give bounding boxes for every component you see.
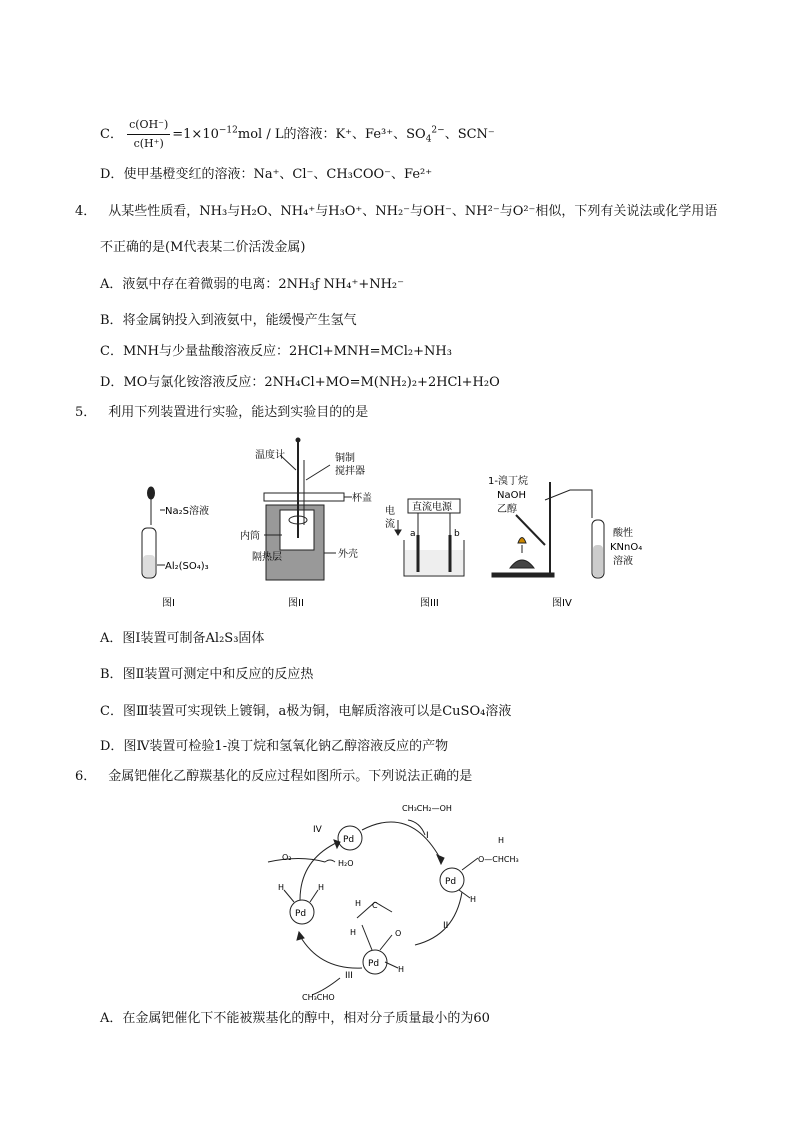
fig4-caption: 图IV xyxy=(552,598,572,609)
h-label-center-top: H xyxy=(355,899,362,908)
h-label-center: H xyxy=(350,928,357,937)
oxygen-atom-label: O xyxy=(395,929,402,938)
option-text-tail: 、SCN⁻ xyxy=(444,127,495,142)
option-text: 使甲基橙变红的溶液：Na⁺、Cl⁻、CH₃COO⁻、Fe²⁺ xyxy=(123,167,433,182)
pd-label-right: Pd xyxy=(445,877,457,887)
q5-option-a xyxy=(100,630,264,648)
arrow-step-3 xyxy=(300,936,362,968)
question-number: 6． xyxy=(75,769,97,784)
question-text: 从某些性质看，NH₃与H₂O、NH₄⁺与H₃O⁺、NH₂⁻与OH⁻、NH²⁻与O²⁻相似，下列有关说法或化学用语 xyxy=(108,204,718,219)
delivery-tube xyxy=(545,490,592,518)
step-3-label: III xyxy=(345,971,353,981)
fig2-stirrer-label-2: 搅拌器 xyxy=(335,466,365,477)
option-text: 图Ⅳ装置可检验1-溴丁烷和氢氧化钠乙醇溶液反应的产物 xyxy=(123,739,449,754)
q4-stem-line2: 不正确的是(M代表某二价活泼金属) xyxy=(100,240,306,255)
fig4-reagent-1: 1-溴丁烷 xyxy=(488,476,528,487)
option-text: 图Ⅲ装置可实现铁上镀铜，a极为铜，电解质溶液可以是CuSO₄溶液 xyxy=(122,704,512,719)
h-label-bottom: H xyxy=(398,965,405,974)
alcohol-lamp xyxy=(510,560,534,568)
fig2-insulation-label: 隔热层 xyxy=(252,552,282,563)
q6-stem xyxy=(75,768,472,786)
question-number: 5． xyxy=(75,405,97,420)
option-text: 在金属钯催化下不能被羰基化的醇中，相对分子质量最小的为60 xyxy=(122,1011,490,1026)
h-label-right: H xyxy=(470,895,477,904)
option-label: A． xyxy=(100,1011,123,1026)
option-label: A． xyxy=(100,631,123,646)
fig2-stirrer-label-1: 铜制 xyxy=(335,453,355,464)
option-text: 液氨中存在着微弱的电离：2NH₃ƒ NH₄⁺+NH₂⁻ xyxy=(122,277,404,292)
question-number: 4． xyxy=(75,204,97,219)
ethanol-label: CH₃CH₂—OH xyxy=(402,804,452,813)
fig3-current-label-1: 电 xyxy=(385,506,395,517)
option-text: 图Ⅰ装置可制备Al₂S₃固体 xyxy=(122,631,265,646)
h-label-left-2: H xyxy=(318,883,325,892)
ratio-exponent: −12 xyxy=(218,125,238,136)
fig3-current-label-2: 流 xyxy=(385,519,395,530)
oxygen-label: O₂ xyxy=(282,853,292,862)
pd-label-bottom: Pd xyxy=(368,959,380,969)
fig2-lid-label: 杯盖 xyxy=(352,493,372,504)
sulfate-subscript: 4 xyxy=(425,134,432,145)
option-text: 将金属钠投入到液氨中，能缓慢产生氢气 xyxy=(122,313,357,328)
pd-label-left: Pd xyxy=(295,909,307,919)
option-label: B． xyxy=(100,667,123,682)
step-1-label: I xyxy=(426,831,429,841)
option-label: D． xyxy=(100,375,124,390)
fig3-power-label: 直流电源 xyxy=(412,502,452,513)
option-label: D． xyxy=(100,739,124,754)
fraction-numerator: c(OH⁻) xyxy=(127,116,170,135)
stand-base xyxy=(492,573,554,577)
question-text: 利用下列装置进行实验，能达到实验目的的是 xyxy=(108,405,369,420)
alkoxy-label: O—CHCH₃ xyxy=(478,855,519,864)
h-label-alkoxy: H xyxy=(498,836,505,845)
option-label: C． xyxy=(100,704,123,719)
fig2-caption: 图II xyxy=(288,598,304,609)
fig4-solution-label: 溶液 xyxy=(613,556,633,567)
option-label: C． xyxy=(100,127,123,142)
water-label: H₂O xyxy=(338,859,354,868)
fig2-inner-label: 内筒 xyxy=(240,531,260,542)
fig4-reagent-3: 乙醇 xyxy=(497,504,517,515)
figure-1 xyxy=(142,487,165,578)
q5-option-d xyxy=(100,738,448,756)
q5-option-c xyxy=(100,703,511,721)
option-text: MO与氯化铵溶液反应：2NH₄Cl+MO=M(NH₂)₂+2HCl+H₂O xyxy=(123,375,500,390)
fraction-denominator: c(H⁺) xyxy=(133,137,164,150)
sulfate-charge: 2− xyxy=(431,125,445,136)
h-label-left-1: H xyxy=(278,883,285,892)
fig4-reagent-2: NaOH xyxy=(497,490,526,501)
fig3-caption: 图III xyxy=(420,598,439,609)
pd-label-top: Pd xyxy=(343,835,355,845)
fig1-reagent-2: Al₂(SO₄)₃ xyxy=(165,561,209,572)
arrow-step-2 xyxy=(415,892,462,945)
option-text: mol / L的溶液：K⁺、Fe³⁺、SO xyxy=(237,127,426,142)
fig3-electrode-a: a xyxy=(410,529,416,539)
fig1-caption: 图I xyxy=(162,598,175,609)
acetaldehyde-label: CH₃CHO xyxy=(302,993,335,1002)
option-text: MNH与少量盐酸溶液反应：2HCl+MNH=MCl₂+NH₃ xyxy=(122,344,452,359)
q6-option-a xyxy=(100,1010,490,1028)
fig3-electrode-b: b xyxy=(454,529,460,539)
step-4-label: IV xyxy=(313,825,322,835)
option-label: D． xyxy=(100,167,124,182)
fig2-shell-label: 外壳 xyxy=(338,549,358,560)
ratio-value: =1×10 xyxy=(172,127,219,142)
carbon-label: C xyxy=(372,901,378,910)
option-label: B． xyxy=(100,313,123,328)
option-label: C． xyxy=(100,344,123,359)
fig2-thermometer-label: 温度计 xyxy=(255,450,285,461)
option-text: 图Ⅱ装置可测定中和反应的反应热 xyxy=(122,667,314,682)
step-2-label: II xyxy=(443,921,449,931)
fig4-kmno4-label: KNnO₄ xyxy=(610,542,643,553)
dropper-bulb xyxy=(148,487,155,499)
fig1-reagent-1: Na₂S溶液 xyxy=(165,506,209,517)
q5-option-b xyxy=(100,666,313,684)
fig4-acid-label: 酸性 xyxy=(613,528,633,539)
option-label: A． xyxy=(100,277,123,292)
question-text: 金属钯催化乙醇羰基化的反应过程如图所示。下列说法正确的是 xyxy=(108,769,473,784)
